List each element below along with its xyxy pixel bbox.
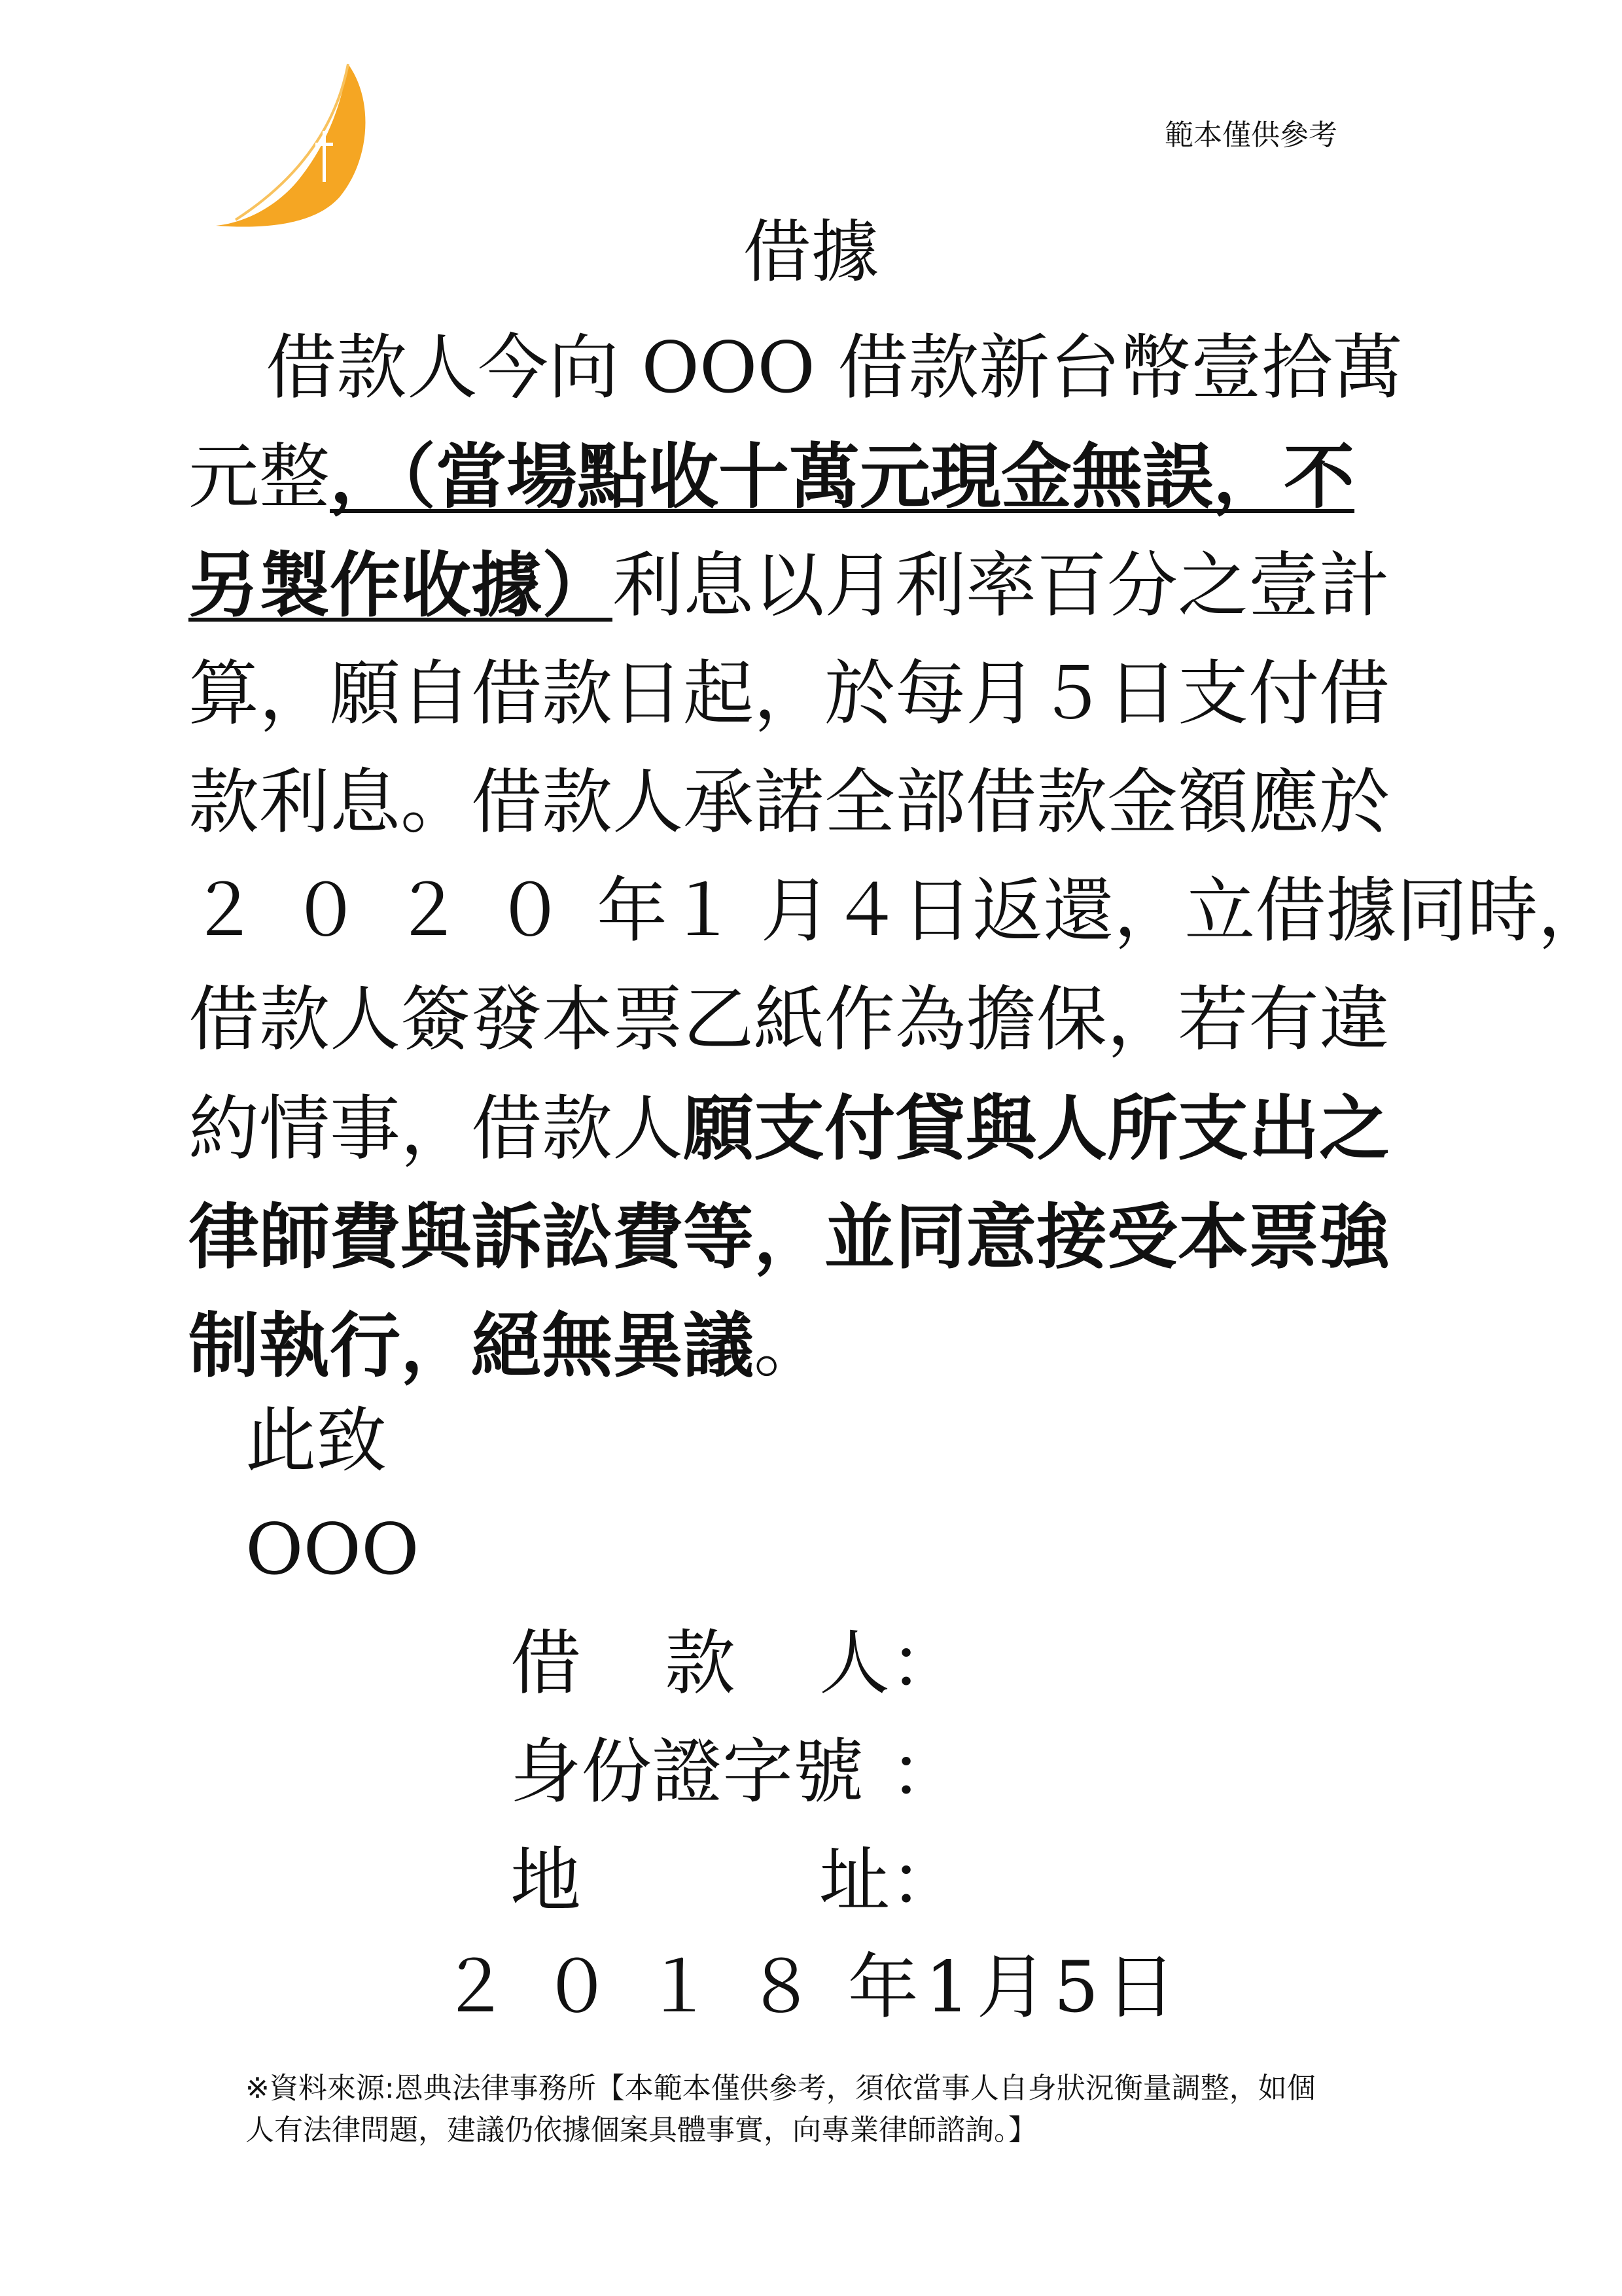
- id-number-label: 身份證字號: [510, 1731, 864, 1813]
- body-line: ２０２０年１ 月４日返還，立借據同時，: [188, 870, 1609, 952]
- borrower-label: 借 款 人: [510, 1623, 890, 1704]
- penalty-clause: 制執行，絕無異議: [188, 1305, 754, 1387]
- source-disclaimer: [245, 2068, 1436, 2151]
- address-field: 地 址 ：: [510, 1827, 961, 1935]
- cash-received-clause: ，（當場點收十萬元現金無誤，不: [330, 436, 1355, 518]
- cash-received-clause: 另製作收據）: [188, 544, 613, 627]
- body-line: 另製作收據）利息以月利率百分之壹計: [188, 544, 1390, 627]
- borrower-field: 借 款 人 ：: [510, 1610, 961, 1718]
- borrower-info-fields: [510, 1610, 961, 1935]
- body-line: 制執行，絕無異議。: [188, 1305, 825, 1387]
- disclaimer-line: ※資料來源:恩典法律事務所【本範本僅供參考，須依當事人自身狀況衡量調整，如個: [245, 2072, 1316, 2105]
- disclaimer-line: 人有法律問題，建議仍依據個案具體事實，向專業律師諮詢。】: [245, 2113, 1037, 2147]
- signing-date: ２０１８年1月5日: [439, 1947, 1183, 2028]
- closing-block: [245, 1387, 419, 1604]
- document-title: 借據: [743, 212, 879, 292]
- loan-agreement-body: [188, 314, 1609, 1400]
- penalty-clause: 律師費與訴訟費等，並同意接受本票強: [188, 1196, 1390, 1279]
- template-reference-note: 範本僅供參考: [1165, 118, 1337, 152]
- body-line: 款利息。借款人承諾全部借款金額應於: [188, 762, 1390, 843]
- body-line: 元整，（當場點收十萬元現金無誤，不: [188, 436, 1355, 518]
- body-line: 算，願自借款日起，於每月５日支付借: [188, 653, 1390, 735]
- body-line: 借款人今向 OOO 借款新台幣壹拾萬: [266, 327, 1403, 409]
- recipient-name: OOO: [245, 1509, 419, 1591]
- id-number-field: 身份證字號 ：: [510, 1718, 961, 1827]
- body-line: 約情事，借款人願支付貸與人所支出之: [188, 1087, 1390, 1170]
- cross-icon-horizontal: [315, 143, 333, 146]
- address-label: 地 址: [510, 1840, 890, 1922]
- body-line: 借款人簽發本票乙紙作為擔保，若有違: [188, 979, 1390, 1061]
- salutation: 此致: [245, 1400, 387, 1482]
- penalty-clause: 願支付貸與人所支出之: [683, 1087, 1390, 1170]
- cross-icon-vertical: [323, 131, 326, 182]
